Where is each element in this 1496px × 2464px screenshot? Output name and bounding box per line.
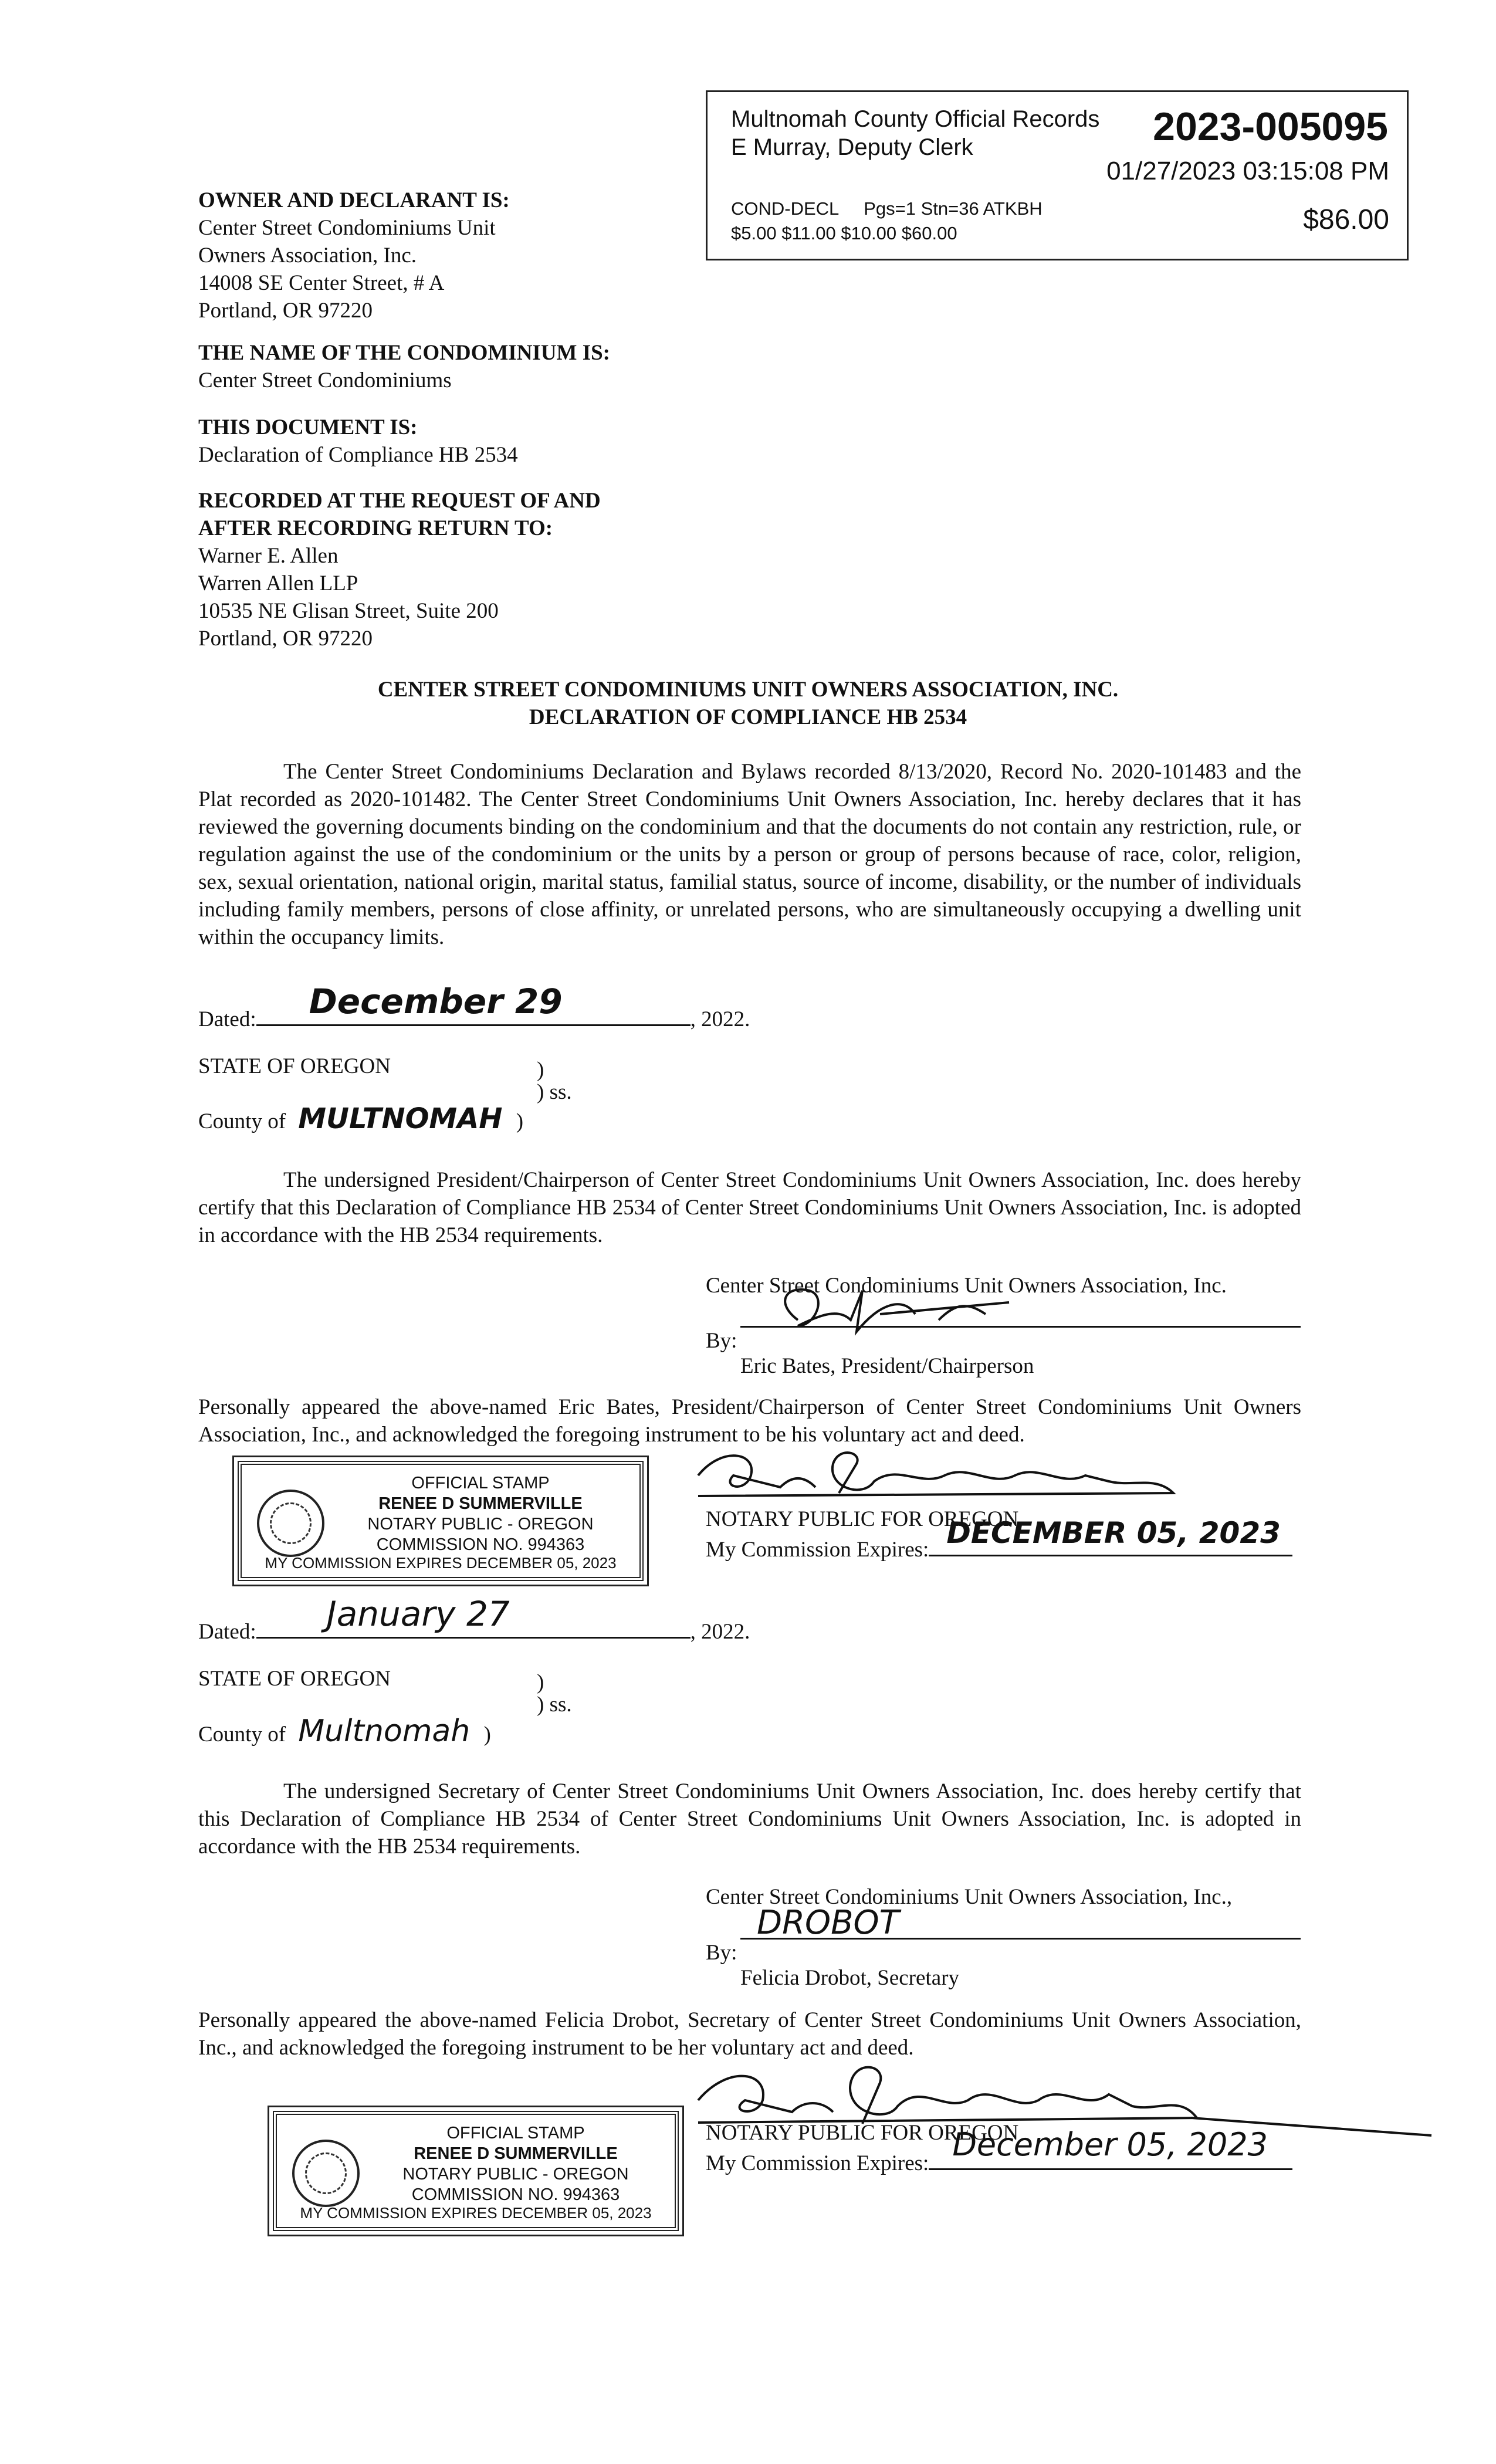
- notary-title-1: NOTARY PUBLIC FOR OREGON: [706, 1507, 1019, 1531]
- ss-2: ) ss.: [537, 1693, 572, 1717]
- association-name-2: Center Street Condominiums Unit Owners Association, Inc.,: [706, 1885, 1233, 1909]
- recording-stamp-box: [706, 90, 1409, 260]
- association-name-1: Center Street Condominiums Unit Owners Association, Inc.: [706, 1274, 1227, 1298]
- expires-field: [929, 2126, 1292, 2170]
- recording-datetime: 01/27/2023 03:15:08 PM: [1106, 157, 1389, 185]
- dated-label: Dated:: [198, 1620, 256, 1644]
- dated-field: [256, 981, 691, 1026]
- owner-line: Portland, OR 97220: [198, 299, 373, 323]
- owner-heading: OWNER AND DECLARANT IS:: [198, 188, 510, 212]
- by-label-2: By:: [706, 1941, 737, 1965]
- expires-label: My Commission Expires:: [706, 1538, 929, 1562]
- document-title: [0, 676, 1496, 731]
- stamp-expiry: MY COMMISSION EXPIRES DECEMBER 05, 2023: [265, 1554, 617, 1572]
- notary-title-2: NOTARY PUBLIC FOR OREGON: [706, 2121, 1019, 2145]
- county-value-handwritten: Multnomah: [298, 1714, 471, 1749]
- condominium-name: Center Street Condominiums: [198, 368, 452, 392]
- county-line-1: [198, 1102, 524, 1135]
- declaration-paragraph: [198, 758, 1301, 951]
- stamp-text: [365, 2123, 666, 2205]
- dated-year: , 2022.: [690, 1007, 750, 1031]
- signer-name-1: Eric Bates, President/Chairperson: [740, 1354, 1034, 1378]
- secretary-signature: DROBOT: [757, 1904, 899, 1942]
- stamp-line: COMMISSION NO. 994363: [411, 2185, 620, 2204]
- state-seal-icon: [257, 1490, 324, 1557]
- owner-line: Owners Association, Inc.: [198, 243, 417, 268]
- return-line: Portland, OR 97220: [198, 627, 373, 651]
- dated-value-handwritten: January 27: [326, 1594, 510, 1634]
- notary-stamp-1: [238, 1461, 644, 1581]
- dated-year: , 2022.: [690, 1620, 750, 1644]
- title-line: CENTER STREET CONDOMINIUMS UNIT OWNERS ASSOCIATION, INC.: [377, 678, 1119, 702]
- expires-value-handwritten: DECEMBER 05, 2023: [946, 1516, 1281, 1550]
- document-type-block: [198, 414, 518, 469]
- stamp-notary-name: RENEE D SUMMERVILLE: [378, 1494, 583, 1513]
- return-to-block: [198, 487, 601, 652]
- expires-field: [929, 1516, 1292, 1556]
- document-type-code: COND-DECL Pgs=1 Stn=36 ATKBH: [731, 198, 1043, 219]
- stamp-line: OFFICIAL STAMP: [446, 2124, 585, 2143]
- bracket-1: ): [537, 1058, 544, 1082]
- acknowledgment-text: Personally appeared the above-named Eric Bates, President/Chairperson of Center Street Condominiums Unit Owners Association, Inc., and acknowledged the foregoing instrument to be his voluntary act and deed.: [198, 1395, 1301, 1447]
- stamp-notary-name: RENEE D SUMMERVILLE: [414, 2144, 618, 2163]
- president-certification: [198, 1166, 1301, 1249]
- bracket-close: ): [516, 1109, 524, 1133]
- return-heading: AFTER RECORDING RETURN TO:: [198, 516, 553, 540]
- certification-text: The undersigned President/Chairperson of Center Street Condominiums Unit Owners Association, Inc. does hereby certify that this Declaration of Compliance HB 2534 of Center Street Condominiums Unit Owners Association, Inc. is adopted in accordance with the HB 2534 requirements.: [198, 1168, 1301, 1247]
- document-type-heading: THIS DOCUMENT IS:: [198, 415, 418, 439]
- recording-office: Multnomah County Official Records: [731, 106, 1100, 132]
- signer-name-2: Felicia Drobot, Secretary: [740, 1966, 959, 1990]
- stamp-expiry: MY COMMISSION EXPIRES DECEMBER 05, 2023: [300, 2204, 652, 2222]
- fee-breakdown: $5.00 $11.00 $10.00 $60.00: [731, 223, 957, 243]
- president-signature: [763, 1279, 1044, 1343]
- declaration-text: The Center Street Condominiums Declaration and Bylaws recorded 8/13/2020, Record No. 2020-101483 and the Plat recorded as 2020-101482. The Center Street Condominiums Unit Owners Association, Inc. hereby declares that it has reviewed the governing documents binding on the condominium and that the documents do not contain any restriction, rule, or regulation against the use of the condominium or the units by a person or group of persons because of race, color, religion, sex, sexual orientation, national origin, marital status, familial status, source of income, disability, or the number of individuals including family members, persons of close affinity, or unrelated persons, who are simultaneously occupying a dwelling unit within the occupancy limits.: [198, 760, 1301, 949]
- by-label-1: By:: [706, 1329, 737, 1353]
- stamp-text: [330, 1473, 631, 1555]
- condominium-name-heading: THE NAME OF THE CONDOMINIUM IS:: [198, 341, 611, 365]
- record-number: 2023-005095: [1153, 104, 1388, 149]
- acknowledgment-text: Personally appeared the above-named Felicia Drobot, Secretary of Center Street Condominiums Unit Owners Association, Inc., and acknowledged the foregoing instrument to be her voluntary act and deed.: [198, 2008, 1301, 2060]
- bracket-close: ): [483, 1722, 491, 1747]
- recording-clerk: E Murray, Deputy Clerk: [731, 134, 973, 160]
- dated-line-2: [198, 1594, 750, 1646]
- recording-fee-info: [731, 197, 1043, 246]
- state-oregon-2: STATE OF OREGON: [198, 1667, 391, 1691]
- recording-office-info: [731, 105, 1099, 161]
- return-line: Warren Allen LLP: [198, 571, 358, 595]
- return-line: Warner E. Allen: [198, 544, 339, 568]
- notary-stamp-2: [273, 2111, 679, 2231]
- expires-value-handwritten: December 05, 2023: [952, 2126, 1268, 2163]
- return-line: 10535 NE Glisan Street, Suite 200: [198, 599, 499, 623]
- owner-block: [198, 187, 510, 324]
- county-value-handwritten: MULTNOMAH: [298, 1102, 503, 1135]
- document-type-value: Declaration of Compliance HB 2534: [198, 443, 518, 467]
- owner-line: Center Street Condominiums Unit: [198, 216, 496, 240]
- county-line-2: [198, 1714, 491, 1749]
- dated-line-1: [198, 981, 750, 1033]
- stamp-line: NOTARY PUBLIC - OREGON: [402, 2165, 629, 2184]
- county-label: County of: [198, 1722, 286, 1747]
- county-label: County of: [198, 1109, 286, 1133]
- state-oregon-1: STATE OF OREGON: [198, 1054, 391, 1078]
- state-seal-icon: [292, 2140, 360, 2207]
- stamp-line: OFFICIAL STAMP: [411, 1474, 550, 1492]
- expires-label: My Commission Expires:: [706, 2151, 929, 2175]
- dated-label: Dated:: [198, 1007, 256, 1031]
- return-heading: RECORDED AT THE REQUEST OF AND: [198, 489, 601, 513]
- notary-signature-1: [686, 1440, 1250, 1511]
- dated-field: [256, 1594, 691, 1639]
- stamp-line: COMMISSION NO. 994363: [376, 1535, 585, 1554]
- certification-text: The undersigned Secretary of Center Street Condominiums Unit Owners Association, Inc. does hereby certify that this Declaration of Compliance HB 2534 of Center Street Condominiums Unit Owners Association, Inc. is adopted in accordance with the HB 2534 requirements.: [198, 1779, 1301, 1859]
- dated-value-handwritten: December 29: [309, 981, 563, 1021]
- secretary-certification: [198, 1778, 1301, 1860]
- condominium-name-block: [198, 339, 610, 394]
- owner-line: 14008 SE Center Street, # A: [198, 271, 445, 295]
- total-fee: $86.00: [1303, 204, 1389, 235]
- bracket-2: ): [537, 1670, 544, 1694]
- stamp-line: NOTARY PUBLIC - OREGON: [367, 1515, 594, 1534]
- ss-1: ) ss.: [537, 1080, 572, 1104]
- title-line: DECLARATION OF COMPLIANCE HB 2534: [529, 705, 967, 729]
